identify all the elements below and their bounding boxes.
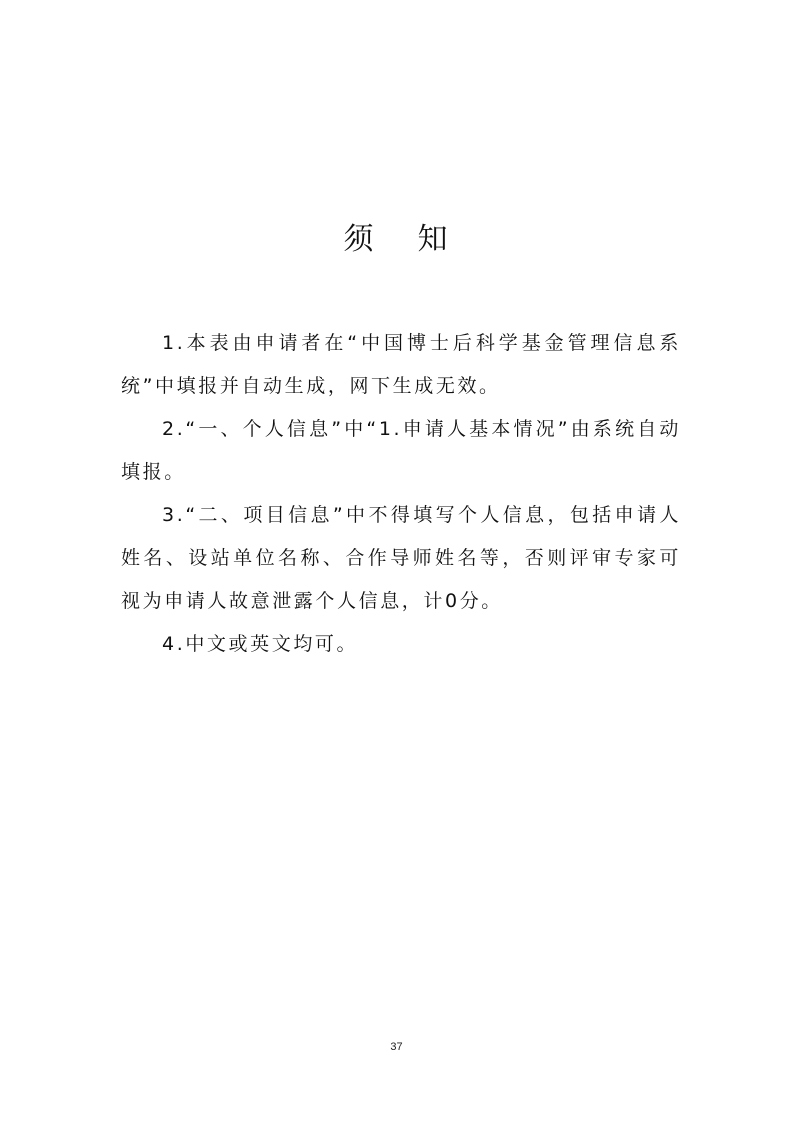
instruction-paragraph-4: 4.中文或英文均可。 (162, 633, 359, 655)
instructions-body (121, 322, 681, 666)
page-title-char-1: 须 (343, 222, 376, 257)
page-title-char-2: 知 (417, 222, 450, 257)
instruction-paragraph-2: 2.“一、个人信息”中“1.申请人基本情况”由系统自动填报。 (121, 418, 681, 483)
page-number: 37 (390, 1041, 403, 1053)
instruction-paragraph-3: 3.“二、项目信息”中不得填写个人信息，包括申请人姓名、设站单位名称、合作导师姓名等，否则评审专家可视为申请人故意泄露个人信息，计0分。 (121, 504, 681, 612)
page-title (0, 218, 793, 262)
instruction-paragraph-1: 1.本表由申请者在“中国博士后科学基金管理信息系统”中填报并自动生成，网下生成无效。 (121, 332, 681, 397)
